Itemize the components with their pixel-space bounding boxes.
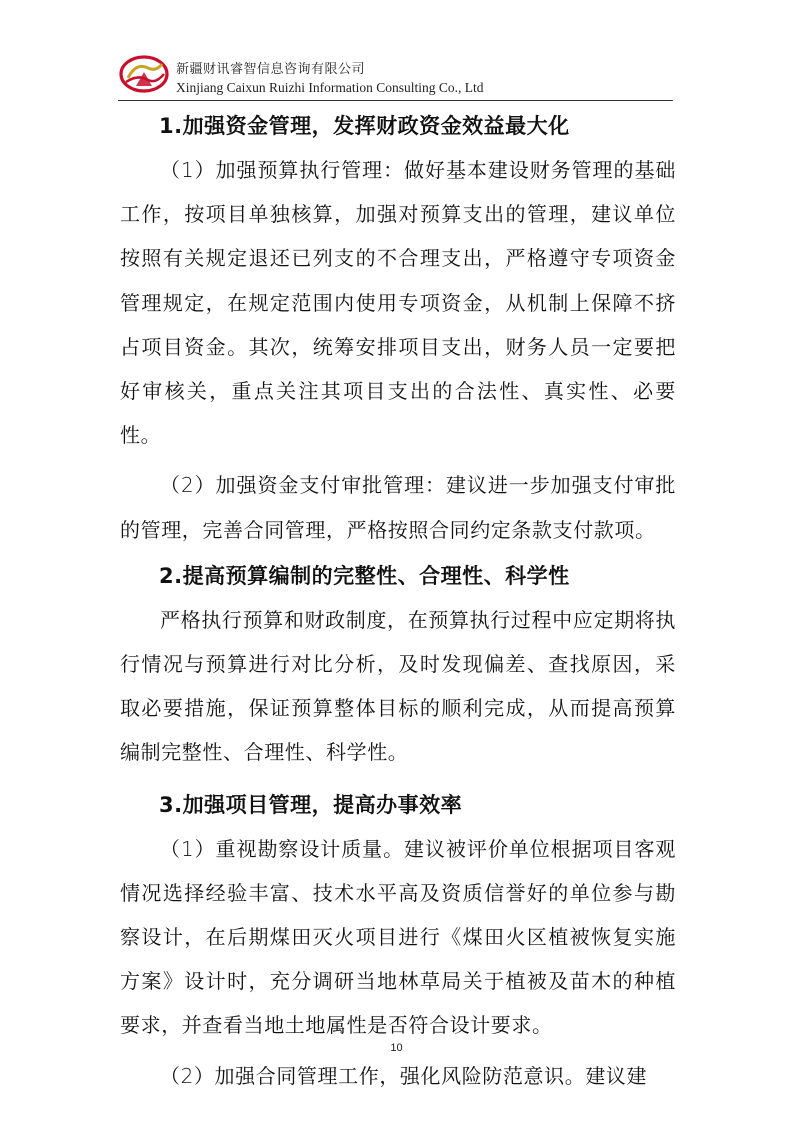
page-header — [118, 52, 673, 102]
company-logo-icon — [118, 52, 170, 96]
company-name-en: Xinjiang Caixun Ruizhi Information Consulting Co., Ltd — [176, 80, 484, 95]
document-body — [120, 104, 676, 1098]
paragraph-1-2: （2）加强资金支付审批管理：建议进一步加强支付审批的管理，完善合同管理，严格按照合同约定条款支付款项。 — [120, 473, 676, 542]
section-heading-2: 2.提高预算编制的完整性、合理性、科学性 — [159, 563, 570, 588]
paragraph-2-1: 严格执行预算和财政制度，在预算执行过程中应定期将执行情况与预算进行对比分析，及时发现偏差、查找原因，采取必要措施，保证预算整体目标的顺利完成，从而提高预算编制完整性、合理性、科学性。 — [120, 607, 676, 765]
section-heading-1: 1.加强资金管理，发挥财政资金效益最大化 — [159, 114, 570, 138]
page-number: 10 — [390, 1042, 403, 1054]
paragraph-3-2: （2）加强合同管理工作，强化风险防范意识。建议建 — [160, 1063, 648, 1088]
paragraph-1-1: （1）加强预算执行管理：做好基本建设财务管理的基础工作，按项目单独核算，加强对预算支出的管理，建议单位按照有关规定退还已列支的不合理支出，严格遵守专项资金管理规定，在规定范围内使用专项资金，从机制上保障不挤占项目资金。其次，统筹安排项目支出，财务人员一定要把好审核关，重点关注其项目支出的合法性、真实性、必要性。 — [120, 158, 676, 448]
company-name-cn: 新疆财讯睿智信息咨询有限公司 — [176, 62, 366, 77]
section-heading-3: 3.加强项目管理，提高办事效率 — [159, 792, 463, 817]
paragraph-3-1: （1）重视勘察设计质量。建议被评价单位根据项目客观情况选择经验丰富、技术水平高及资质信誉好的单位参与勘察设计，在后期煤田灭火项目进行《煤田火区植被恢复实施方案》设计时，充分调研当地林草局关于植被及苗木的种植要求，并查看当地土地属性是否符合设计要求。 — [120, 836, 676, 1038]
header-divider — [118, 100, 673, 101]
